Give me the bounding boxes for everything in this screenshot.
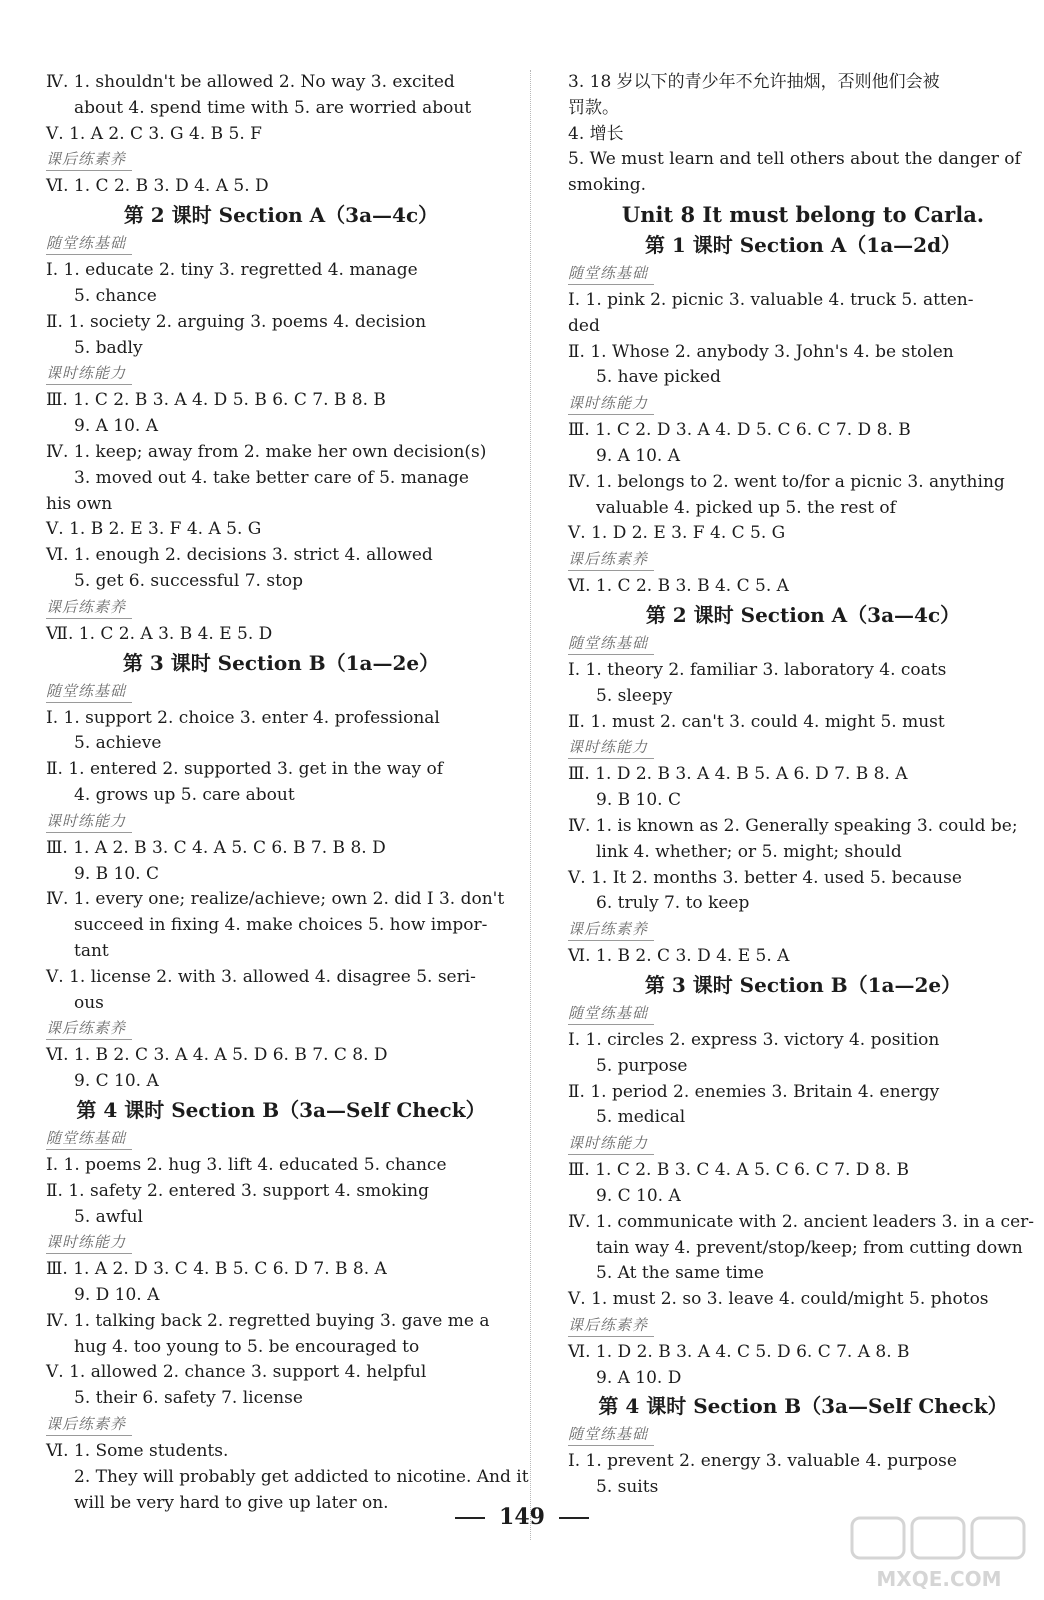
- right-column: [568, 70, 1038, 1501]
- section-tag: 课时练能力: [46, 362, 132, 385]
- answer-line: Ⅶ. 1. C 2. A 3. B 4. E 5. D: [46, 623, 273, 644]
- section-tag: 课后练素养: [46, 148, 132, 171]
- answer-line: 6. truly 7. to keep: [596, 893, 750, 914]
- answer-line: 罚款。: [568, 97, 619, 118]
- answer-line: 5. chance: [74, 285, 157, 306]
- answer-line: Ⅱ. 1. safety 2. entered 3. support 4. smoking: [46, 1180, 429, 1201]
- lesson-heading: 第 3 课时 Section B（1a—2e）: [644, 972, 962, 997]
- answer-line: ous: [74, 992, 104, 1013]
- answer-line: Ⅳ. 1. every one; realize/achieve; own 2. did I 3. don't: [46, 889, 505, 910]
- answer-line: Ⅵ. 1. enough 2. decisions 3. strict 4. allowed: [46, 545, 433, 566]
- answer-line: about 4. spend time with 5. are worried about: [74, 97, 472, 118]
- answer-line: 5. their 6. safety 7. license: [74, 1388, 303, 1409]
- answer-line: ded: [568, 315, 600, 336]
- section-tag: 随堂练基础: [46, 232, 132, 255]
- section-tag-row: [46, 231, 516, 258]
- answer-line: Ⅵ. 1. B 2. C 3. A 4. A 5. D 6. B 7. C 8. D: [46, 1045, 388, 1066]
- answer-line: Ⅲ. 1. A 2. B 3. C 4. A 5. C 6. B 7. B 8. D: [46, 837, 386, 858]
- answer-line: 9. A 10. A: [74, 416, 159, 437]
- answer-line: 5. get 6. successful 7. stop: [74, 570, 304, 591]
- section-tag: 课时练能力: [568, 1132, 654, 1155]
- section-tag: 课时练能力: [568, 392, 654, 415]
- answer-line: will be very hard to give up later on.: [74, 1492, 389, 1513]
- answer-line: 9. C 10. A: [74, 1071, 159, 1092]
- answer-line: Ⅴ. 1. license 2. with 3. allowed 4. disagree 5. seri-: [46, 966, 476, 987]
- answer-line: 5. medical: [596, 1107, 686, 1128]
- section-tag-row: [46, 361, 516, 388]
- unit-title: Unit 8 It must belong to Carla.: [621, 201, 985, 227]
- lesson-heading: 第 2 课时 Section A（3a—4c）: [645, 602, 961, 627]
- lesson-heading: 第 4 课时 Section B（3a—Self Check）: [598, 1394, 1008, 1419]
- answer-line: 9. B 10. C: [74, 863, 159, 884]
- section-tag-row: [46, 1412, 516, 1439]
- answer-line: Ⅱ. 1. society 2. arguing 3. poems 4. decision: [46, 311, 427, 332]
- section-tag: 随堂练基础: [46, 1127, 132, 1150]
- section-tag-row: [46, 147, 516, 174]
- page-number-text: 149: [499, 1504, 545, 1530]
- section-tag-row: [568, 391, 1038, 418]
- answer-line: 3. moved out 4. take better care of 5. manage: [74, 467, 469, 488]
- answer-line: Ⅱ. 1. entered 2. supported 3. get in the way of: [46, 759, 444, 780]
- answer-line: Ⅰ. 1. theory 2. familiar 3. laboratory 4. coats: [568, 659, 947, 680]
- answer-line: Ⅲ. 1. C 2. B 3. A 4. D 5. B 6. C 7. B 8. B: [46, 390, 386, 411]
- lesson-heading: 第 3 课时 Section B（1a—2e）: [122, 650, 440, 675]
- answer-line: Ⅵ. 1. B 2. C 3. D 4. E 5. A: [568, 946, 790, 967]
- answer-line: Ⅰ. 1. poems 2. hug 3. lift 4. educated 5. chance: [46, 1154, 447, 1175]
- answer-line: Ⅰ. 1. educate 2. tiny 3. regretted 4. manage: [46, 260, 418, 281]
- section-tag-row: [46, 1230, 516, 1257]
- section-tag: 课时练能力: [568, 736, 654, 759]
- answer-line: tain way 4. prevent/stop/keep; from cutting down: [596, 1237, 1023, 1258]
- answer-line: 3. 18 岁以下的青少年不允许抽烟，否则他们会被: [568, 72, 940, 92]
- answer-line: 9. A 10. A: [596, 445, 681, 466]
- page-number-dash-right: [559, 1517, 589, 1519]
- answer-line: 5. At the same time: [596, 1263, 764, 1284]
- answer-line: tant: [74, 940, 109, 961]
- answer-line: Ⅲ. 1. C 2. D 3. A 4. D 5. C 6. C 7. D 8. B: [568, 420, 911, 441]
- answer-line: smoking.: [568, 175, 647, 196]
- answer-line: Ⅱ. 1. period 2. enemies 3. Britain 4. energy: [568, 1081, 940, 1102]
- answer-line: hug 4. too young to 5. be encouraged to: [74, 1336, 420, 1357]
- answer-line: 2. They will probably get addicted to nicotine. And it: [74, 1466, 529, 1487]
- watermark-logo: [844, 1512, 1034, 1594]
- section-tag-row: [568, 735, 1038, 762]
- answer-line: 5. achieve: [74, 733, 162, 754]
- section-tag-row: [568, 1313, 1038, 1340]
- section-tag: 课时练能力: [46, 1231, 132, 1254]
- answer-line: 5. sleepy: [596, 685, 673, 706]
- answer-line: succeed in fixing 4. make choices 5. how impor-: [74, 915, 488, 936]
- answer-line: Ⅵ. 1. Some students.: [46, 1441, 229, 1462]
- answer-line: 5. awful: [74, 1206, 143, 1227]
- section-tag-row: [46, 1126, 516, 1153]
- section-tag-row: [46, 1016, 516, 1043]
- answer-line: Ⅱ. 1. Whose 2. anybody 3. John's 4. be stolen: [568, 341, 954, 362]
- answer-line: 4. grows up 5. care about: [74, 784, 295, 805]
- answer-line: Ⅴ. 1. B 2. E 3. F 4. A 5. G: [46, 519, 262, 540]
- lesson-heading: 第 2 课时 Section A（3a—4c）: [123, 203, 439, 228]
- section-tag-row: [46, 809, 516, 836]
- answer-line: Ⅳ. 1. belongs to 2. went to/for a picnic 3. anything: [568, 471, 1005, 492]
- answer-line: Ⅳ. 1. communicate with 2. ancient leaders 3. in a cer-: [568, 1211, 1035, 1232]
- answer-line: Ⅵ. 1. C 2. B 3. B 4. C 5. A: [568, 576, 789, 597]
- answer-line: Ⅰ. 1. circles 2. express 3. victory 4. position: [568, 1029, 940, 1050]
- answer-line: Ⅲ. 1. A 2. D 3. C 4. B 5. C 6. D 7. B 8. A: [46, 1259, 387, 1280]
- watermark-text: MXQE.COM: [876, 1567, 1002, 1591]
- answer-line: Ⅲ. 1. C 2. B 3. C 4. A 5. C 6. C 7. D 8. B: [568, 1160, 909, 1181]
- section-tag: 课后练素养: [46, 596, 132, 619]
- section-tag: 随堂练基础: [568, 1423, 654, 1446]
- answer-line: Ⅳ. 1. shouldn't be allowed 2. No way 3. excited: [46, 72, 455, 92]
- answer-line: Ⅳ. 1. talking back 2. regretted buying 3. gave me a: [46, 1310, 490, 1331]
- column-divider: [530, 70, 531, 1540]
- answer-line: Ⅰ. 1. prevent 2. energy 3. valuable 4. purpose: [568, 1451, 957, 1472]
- section-tag: 课后练素养: [568, 548, 654, 571]
- section-tag: 课后练素养: [46, 1413, 132, 1436]
- answer-line: 5. have picked: [596, 367, 721, 388]
- page-number-dash-left: [455, 1517, 485, 1519]
- answer-line: Ⅵ. 1. D 2. B 3. A 4. C 5. D 6. C 7. A 8. B: [568, 1341, 910, 1362]
- lesson-heading: 第 1 课时 Section A（1a—2d）: [644, 232, 962, 257]
- answer-line: link 4. whether; or 5. might; should: [596, 841, 902, 862]
- answer-line: Ⅴ. 1. A 2. C 3. G 4. B 5. F: [46, 123, 262, 144]
- answer-line: 5. We must learn and tell others about the danger of: [568, 149, 1021, 170]
- section-tag: 随堂练基础: [46, 680, 132, 703]
- section-tag: 课后练素养: [46, 1017, 132, 1040]
- section-tag: 随堂练基础: [568, 262, 654, 285]
- answer-line: Ⅵ. 1. C 2. B 3. D 4. A 5. D: [46, 176, 269, 197]
- answer-line: Ⅱ. 1. must 2. can't 3. could 4. might 5. must: [568, 711, 945, 732]
- section-tag-row: [568, 1422, 1038, 1449]
- answer-line: 5. badly: [74, 337, 143, 358]
- section-tag: 课时练能力: [46, 810, 132, 833]
- section-tag: 随堂练基础: [568, 632, 654, 655]
- answer-line: Ⅴ. 1. It 2. months 3. better 4. used 5. because: [568, 867, 962, 888]
- lesson-heading: 第 4 课时 Section B（3a—Self Check）: [76, 1097, 486, 1122]
- answer-line: 5. purpose: [596, 1055, 688, 1076]
- section-tag-row: [568, 1001, 1038, 1028]
- section-tag: 课后练素养: [568, 1314, 654, 1337]
- answer-line: 4. 增长: [568, 123, 624, 144]
- answer-line: valuable 4. picked up 5. the rest of: [596, 497, 896, 518]
- left-column: [46, 70, 529, 1516]
- section-tag-row: [568, 1131, 1038, 1158]
- section-tag-row: [568, 631, 1038, 658]
- answer-line: 9. A 10. D: [596, 1367, 682, 1388]
- section-tag-row: [46, 595, 516, 622]
- answer-line: 9. C 10. A: [596, 1185, 681, 1206]
- answer-line: Ⅴ. 1. must 2. so 3. leave 4. could/might 5. photos: [568, 1289, 989, 1310]
- answer-line: Ⅴ. 1. allowed 2. chance 3. support 4. helpful: [46, 1362, 427, 1383]
- answer-line: Ⅲ. 1. D 2. B 3. A 4. B 5. A 6. D 7. B 8. A: [568, 764, 908, 785]
- answer-line: Ⅳ. 1. is known as 2. Generally speaking 3. could be;: [568, 815, 1018, 836]
- answer-line: Ⅳ. 1. keep; away from 2. make her own decision(s): [46, 441, 487, 462]
- answer-line: his own: [46, 493, 113, 514]
- section-tag-row: [568, 261, 1038, 288]
- answer-line: Ⅴ. 1. D 2. E 3. F 4. C 5. G: [568, 523, 786, 544]
- answer-line: Ⅰ. 1. pink 2. picnic 3. valuable 4. truck 5. atten-: [568, 289, 974, 310]
- section-tag-row: [568, 547, 1038, 574]
- answer-line: 5. suits: [596, 1477, 659, 1498]
- answer-line: 9. B 10. C: [596, 790, 681, 811]
- section-tag-row: [568, 917, 1038, 944]
- section-tag: 课后练素养: [568, 918, 654, 941]
- section-tag-row: [46, 679, 516, 706]
- section-tag: 随堂练基础: [568, 1002, 654, 1025]
- answer-line: Ⅰ. 1. support 2. choice 3. enter 4. professional: [46, 707, 440, 728]
- answer-line: 9. D 10. A: [74, 1285, 160, 1306]
